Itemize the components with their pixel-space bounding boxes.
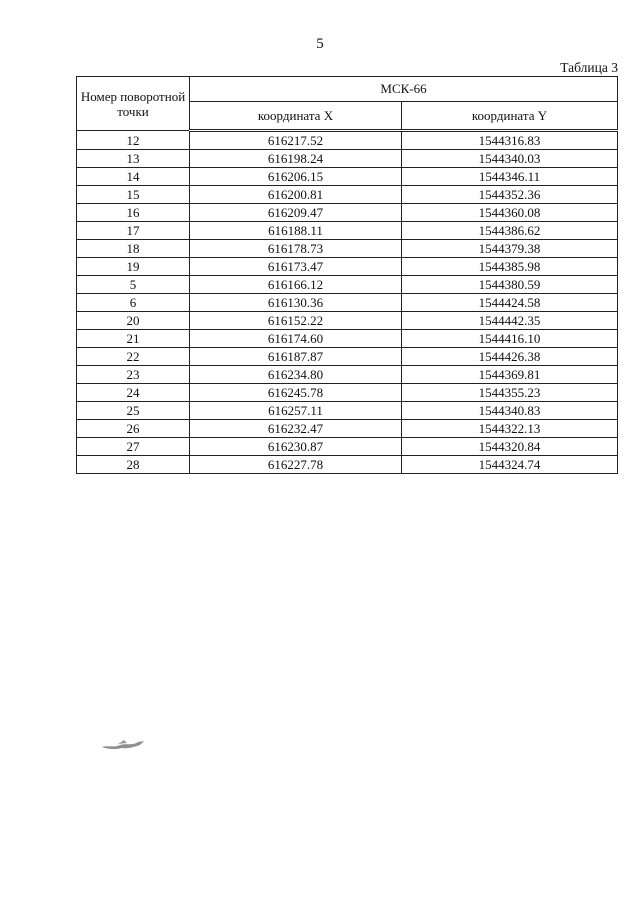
cell-coordinate-x: 616200.81: [190, 186, 402, 204]
cell-point-number: 6: [77, 294, 190, 312]
table-row: [77, 330, 618, 348]
cell-coordinate-y: 1544442.35: [402, 312, 618, 330]
cell-coordinate-y: 1544340.83: [402, 402, 618, 420]
cell-point-number: 24: [77, 384, 190, 402]
cell-coordinate-x: 616188.11: [190, 222, 402, 240]
cell-coordinate-x: 616245.78: [190, 384, 402, 402]
table-caption: Таблица 3: [560, 60, 618, 75]
header-coordinate-system: МСК-66: [190, 77, 618, 102]
header-point-number: Номер поворотной точки: [77, 77, 190, 131]
cell-coordinate-y: 1544360.08: [402, 204, 618, 222]
page-number: 5: [316, 36, 324, 52]
table-row: [77, 150, 618, 168]
table-row: [77, 348, 618, 366]
cell-coordinate-y: 1544322.13: [402, 420, 618, 438]
cell-coordinate-x: 616206.15: [190, 168, 402, 186]
cell-point-number: 19: [77, 258, 190, 276]
cell-coordinate-x: 616174.60: [190, 330, 402, 348]
cell-point-number: 26: [77, 420, 190, 438]
table-row: [77, 276, 618, 294]
table-row: [77, 168, 618, 186]
cell-point-number: 15: [77, 186, 190, 204]
cell-coordinate-x: 616234.80: [190, 366, 402, 384]
cell-coordinate-x: 616152.22: [190, 312, 402, 330]
cell-point-number: 28: [77, 456, 190, 474]
table-row: [77, 258, 618, 276]
cell-coordinate-x: 616173.47: [190, 258, 402, 276]
cell-coordinate-x: 616130.36: [190, 294, 402, 312]
cell-coordinate-y: 1544379.38: [402, 240, 618, 258]
table-row: [77, 366, 618, 384]
cell-coordinate-x: 616257.11: [190, 402, 402, 420]
cell-coordinate-x: 616198.24: [190, 150, 402, 168]
cell-coordinate-x: 616230.87: [190, 438, 402, 456]
cell-coordinate-x: 616217.52: [190, 131, 402, 150]
cell-point-number: 21: [77, 330, 190, 348]
cell-coordinate-x: 616187.87: [190, 348, 402, 366]
cell-coordinate-y: 1544369.81: [402, 366, 618, 384]
table-row: [77, 312, 618, 330]
table-row: [77, 384, 618, 402]
cell-coordinate-y: 1544416.10: [402, 330, 618, 348]
scan-smudge: [100, 738, 146, 752]
cell-coordinate-x: 616227.78: [190, 456, 402, 474]
table-row: [77, 438, 618, 456]
header-coordinate-y: координата Y: [402, 102, 618, 131]
cell-coordinate-y: 1544346.11: [402, 168, 618, 186]
cell-point-number: 17: [77, 222, 190, 240]
table-row: [77, 204, 618, 222]
cell-point-number: 16: [77, 204, 190, 222]
table-body: [77, 131, 618, 474]
cell-point-number: 14: [77, 168, 190, 186]
cell-coordinate-x: 616166.12: [190, 276, 402, 294]
cell-point-number: 12: [77, 131, 190, 150]
cell-point-number: 23: [77, 366, 190, 384]
cell-coordinate-y: 1544316.83: [402, 131, 618, 150]
cell-coordinate-y: 1544324.74: [402, 456, 618, 474]
table-row: [77, 420, 618, 438]
cell-coordinate-y: 1544380.59: [402, 276, 618, 294]
table-row: [77, 402, 618, 420]
cell-coordinate-y: 1544386.62: [402, 222, 618, 240]
cell-coordinate-x: 616209.47: [190, 204, 402, 222]
cell-coordinate-x: 616178.73: [190, 240, 402, 258]
cell-coordinate-y: 1544320.84: [402, 438, 618, 456]
cell-coordinate-y: 1544340.03: [402, 150, 618, 168]
cell-point-number: 5: [77, 276, 190, 294]
table-row: [77, 222, 618, 240]
header-coordinate-x: координата X: [190, 102, 402, 131]
cell-coordinate-y: 1544385.98: [402, 258, 618, 276]
cell-coordinate-y: 1544355.23: [402, 384, 618, 402]
table-row: [77, 294, 618, 312]
cell-coordinate-y: 1544424.58: [402, 294, 618, 312]
table-row: [77, 186, 618, 204]
cell-point-number: 22: [77, 348, 190, 366]
table-row: [77, 240, 618, 258]
cell-coordinate-y: 1544352.36: [402, 186, 618, 204]
cell-coordinate-x: 616232.47: [190, 420, 402, 438]
table-row: [77, 131, 618, 150]
cell-point-number: 25: [77, 402, 190, 420]
cell-point-number: 27: [77, 438, 190, 456]
cell-coordinate-y: 1544426.38: [402, 348, 618, 366]
cell-point-number: 13: [77, 150, 190, 168]
coordinates-table: [76, 76, 618, 474]
cell-point-number: 18: [77, 240, 190, 258]
cell-point-number: 20: [77, 312, 190, 330]
table-row: [77, 456, 618, 474]
